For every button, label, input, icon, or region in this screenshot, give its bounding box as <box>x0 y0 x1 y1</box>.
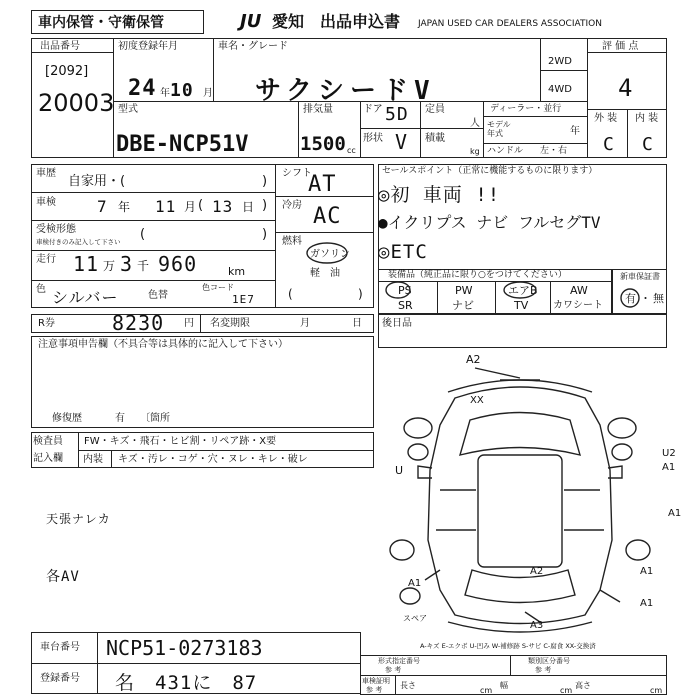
capacity-unit: 人 <box>470 118 480 129</box>
car-name-value: サクシードV <box>255 76 436 106</box>
form-title: 出品申込書 <box>320 12 401 31</box>
equip-ps: PS <box>398 284 412 297</box>
circle-gasoline <box>307 243 347 263</box>
chassis-label: 車台番号 <box>40 642 80 653</box>
inspection-month-unit: 月 <box>184 200 197 214</box>
model-label: 型式 <box>118 104 138 115</box>
fuel-open: ( <box>288 287 293 301</box>
handle-options: 左・右 <box>540 146 568 156</box>
height-label: 高さ <box>575 681 591 690</box>
car-name-label: 車名・グレード <box>218 41 288 52</box>
mark-a1-right3: A1 <box>640 598 654 609</box>
mileage-rest: 960 <box>158 252 198 276</box>
history-value: 自家用・( <box>68 174 126 189</box>
spare-label: スペア <box>403 614 427 623</box>
doors-value: 5D <box>385 104 409 125</box>
color-change-label: 色替 <box>148 290 168 301</box>
logo-place: 愛知 <box>272 12 305 31</box>
first-reg-month: 10 <box>170 80 194 101</box>
fuel-diesel: 軽 油 <box>310 268 340 279</box>
lot-stamp: [2092] <box>45 64 89 79</box>
drive-2wd: 2WD <box>548 56 572 67</box>
length-cm: cm <box>480 686 493 695</box>
color-label: 色 <box>36 284 46 295</box>
color-code-label: 色コード <box>202 283 234 292</box>
name-change-month: 月 <box>300 318 310 329</box>
load-label: 積載 <box>425 133 445 144</box>
circle-warranty <box>621 289 639 307</box>
history-close: ) <box>262 174 268 189</box>
recycle-unit: 円 <box>184 318 194 329</box>
year-suffix: 年 <box>160 88 170 99</box>
month-suffix: 月 <box>203 88 213 99</box>
warranty-no: 無 <box>653 292 664 305</box>
inspection-open: ( <box>198 198 204 213</box>
fuel-gasoline: ガソリン <box>310 249 350 260</box>
mark-a1-left: A1 <box>408 578 422 589</box>
equip-sr: SR <box>398 299 413 312</box>
inspector-row1: FW・キズ・飛石・ヒビ割・リペア跡・X要 <box>84 436 277 447</box>
inspection-close: ) <box>262 198 268 213</box>
height-cm: cm <box>650 686 663 695</box>
mark-u: U <box>395 464 404 477</box>
note-each-av: 各AV <box>46 569 80 585</box>
equip-aw: AW <box>570 284 588 297</box>
mark-a1-right2: A1 <box>668 508 682 519</box>
registration-value: 名 431に 87 <box>115 672 258 694</box>
doors-label: ドア <box>363 104 383 115</box>
inspector-row2: キズ・汚レ・コゲ・穴・ヌレ・キレ・破レ <box>118 454 308 465</box>
mileage-man: 11 <box>73 252 100 276</box>
mileage-unit: km <box>228 265 246 278</box>
length-label: 長さ <box>400 681 416 690</box>
warranty-yes: 有 <box>625 292 636 305</box>
first-reg-year: 24 <box>128 76 157 101</box>
equip-seat: カワシート <box>553 300 603 311</box>
mark-u2: U2 <box>662 448 676 459</box>
mark-xx: XX <box>470 395 484 406</box>
color-value: シルバー <box>52 288 119 307</box>
reception-note: 車検付きのみ記入して下さい <box>36 238 121 246</box>
mark-a2-center: A2 <box>530 566 544 577</box>
lot-number-label: 出品番号 <box>40 41 80 52</box>
capacity-label: 定員 <box>425 104 445 115</box>
mark-a3: A3 <box>530 620 544 631</box>
recycle-value: 8230 <box>112 311 165 335</box>
load-unit: kg <box>470 147 480 156</box>
repair-part: 〔箇所 <box>140 413 170 424</box>
score-value: 4 <box>618 74 634 102</box>
displacement-value: 1500 <box>300 133 346 155</box>
mark-a1-bottom: A1 <box>640 566 654 577</box>
inspection-day: 13 <box>212 197 234 216</box>
damage-legend: A-キズ E-エクボ U-凹み W-補修跡 S-サビ C-腐食 XX-交換済 <box>420 642 596 650</box>
inspection-label: 車検 <box>36 197 56 208</box>
circle-airbag <box>504 282 536 298</box>
score-label: 評 価 点 <box>602 41 639 52</box>
model-year-label: モデル 年式 <box>487 120 511 138</box>
width-cm: cm <box>560 686 573 695</box>
sales-points-header: セールスポイント（正常に機能するものに限ります） <box>382 166 598 176</box>
cert-ref: 参 考 <box>366 686 383 694</box>
ju-logo: JU <box>240 11 262 32</box>
notes-label: 注意事項申告欄（不具合等は具体的に記入して下さい） <box>38 339 288 350</box>
model-spec-ref: 参 考 <box>385 666 402 674</box>
width-label: 幅 <box>500 681 508 690</box>
category-label: 類別区分番号 <box>528 657 570 665</box>
reception-label: 受検形態 <box>36 224 76 235</box>
registration-label: 登録番号 <box>40 673 80 684</box>
inspection-year-unit: 年 <box>118 200 131 214</box>
aircon-label: 冷房 <box>282 200 302 211</box>
sales-point-3: ◎ETC <box>378 241 428 263</box>
note-headliner: 天張ナレカ <box>46 512 111 526</box>
mileage-sen: 3 <box>120 252 134 276</box>
sales-point-2: ●イクリプス ナビ フルセグTV <box>378 213 601 232</box>
inspector-row2-label: 内装 <box>83 454 103 465</box>
first-reg-label: 初度登録年月 <box>118 41 178 52</box>
name-change-day: 日 <box>352 318 362 329</box>
mileage-label: 走行 <box>36 254 56 265</box>
inspection-day-unit: 日 <box>242 200 255 214</box>
warranty-sep: ・ <box>640 292 651 305</box>
warranty-label: 新車保証書 <box>620 272 660 281</box>
exterior-score: C <box>603 134 615 155</box>
shift-label: シフト <box>282 168 312 179</box>
lot-number: 20003 <box>38 89 115 117</box>
exterior-label: 外 装 <box>594 113 618 124</box>
shape-label: 形状 <box>363 133 383 144</box>
equip-airbag: エアB <box>508 284 538 297</box>
repair-value: 有 <box>115 413 125 424</box>
displacement-label: 排気量 <box>303 104 333 115</box>
cert-label: 車検証明 <box>362 677 390 685</box>
history-label: 車歴 <box>36 168 56 179</box>
equipment-header: 装備品（純正品に限り○をつけてください） <box>388 270 567 280</box>
interior-score: C <box>642 134 654 155</box>
reception-open: ( <box>140 227 146 242</box>
shift-value: AT <box>308 172 337 197</box>
mark-a1-right: A1 <box>662 462 676 473</box>
sales-point-1: ◎初 車両 !! <box>378 184 501 206</box>
dealer-label: ディーラー・並行 <box>490 104 562 114</box>
circle-ps <box>386 282 410 298</box>
equip-navi: ナビ <box>452 299 474 312</box>
storage-title: 車内保管・守衛保管 <box>38 15 164 31</box>
handle-label: ハンドル <box>487 146 524 156</box>
equip-tv: TV <box>514 299 529 312</box>
inspector-label: 検査員 <box>33 436 63 447</box>
recycle-label: R券 <box>38 318 55 329</box>
chassis-value: NCP51-0273183 <box>106 636 263 660</box>
shape-value: V <box>395 130 409 154</box>
mileage-sen-unit: 千 <box>137 259 150 273</box>
fuel-label: 燃料 <box>282 236 302 247</box>
displacement-unit: cc <box>347 146 356 155</box>
reception-close: ) <box>262 227 268 242</box>
model-spec-label: 形式指定番号 <box>378 657 420 665</box>
name-change-label: 名変期限 <box>210 318 250 329</box>
model-value: DBE-NCP51V <box>116 132 249 157</box>
equip-pw: PW <box>455 284 473 297</box>
mileage-man-unit: 万 <box>103 259 116 273</box>
aircon-value: AC <box>313 204 342 229</box>
inspection-year: 7 <box>97 197 108 216</box>
association-name: JAPAN USED CAR DEALERS ASSOCIATION <box>418 19 602 29</box>
category-ref: 参 考 <box>535 666 552 674</box>
drive-4wd: 4WD <box>548 84 572 95</box>
interior-label: 内 装 <box>635 113 659 124</box>
repair-label: 修復歴 <box>52 413 82 424</box>
mark-a2-top: A2 <box>466 353 481 366</box>
inspector-entry-label: 記入欄 <box>33 453 63 464</box>
inspection-month: 11 <box>155 197 177 216</box>
year-unit: 年 <box>570 126 580 137</box>
later-date-label: 後日品 <box>382 318 412 329</box>
color-code: 1E7 <box>232 293 255 306</box>
fuel-close: ) <box>358 287 363 301</box>
